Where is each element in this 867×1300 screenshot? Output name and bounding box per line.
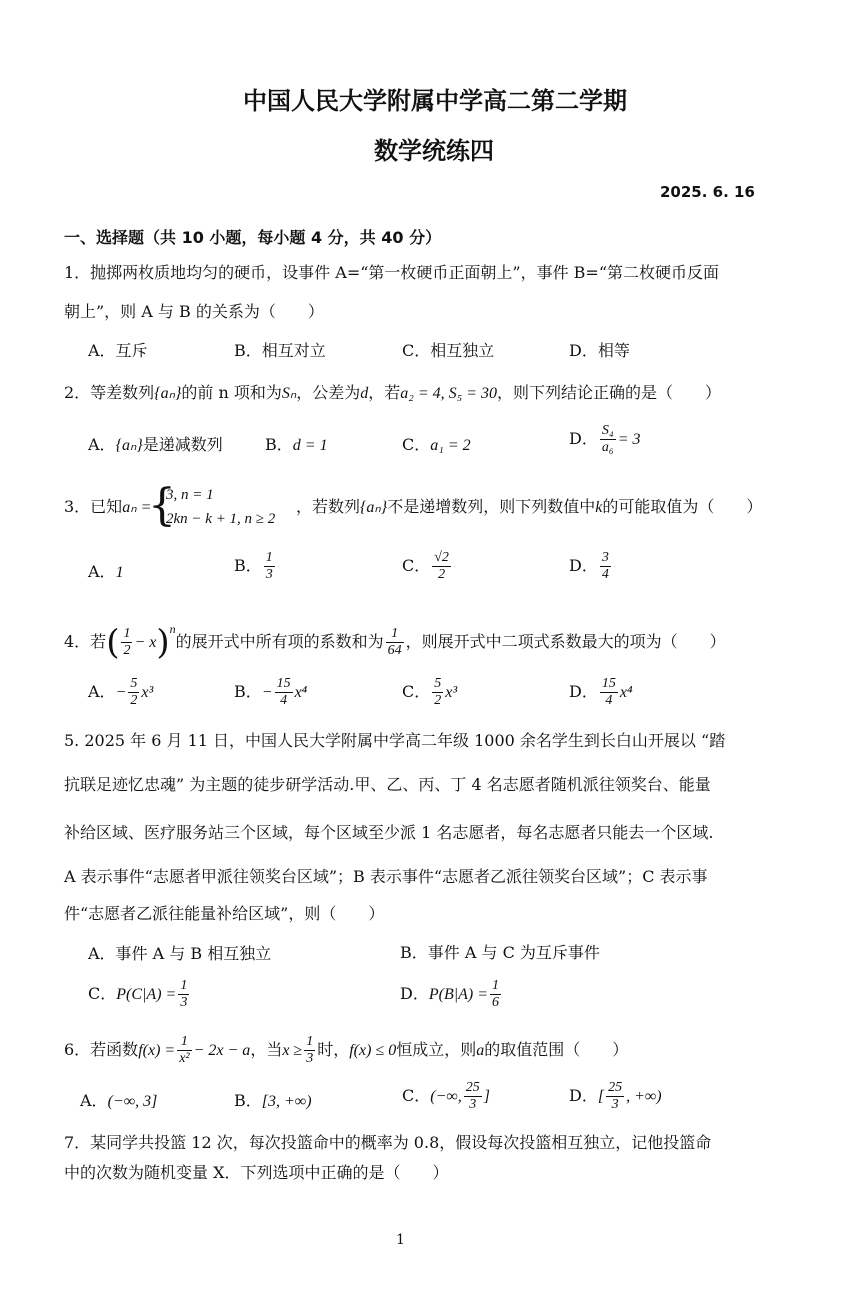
- q6-option-c-num: 25: [465, 1080, 480, 1095]
- q2-mid2: ，公差为: [296, 383, 361, 402]
- q5-option-d-expr: P(B|A) =: [428, 986, 489, 1003]
- page-title: 中国人民大学附属中学高二第二学期: [243, 87, 627, 115]
- q4-option-c-label: C．: [402, 682, 431, 701]
- q6-cond-den: 3: [306, 1051, 314, 1066]
- q2-option-d-eq: = 3: [617, 431, 641, 448]
- q5-option-d-den: 6: [492, 995, 500, 1010]
- q7-line1: 7．某同学共投篮 12 次，每次投篮命中的概率为 0.8，假设每次投篮相互独立，记他投篮命: [64, 1133, 712, 1152]
- q4-option-d-fraction: [600, 676, 618, 709]
- q2-option-a-seq: {aₙ}: [115, 437, 143, 454]
- q2-option-d-den: a₆: [601, 440, 614, 455]
- q1-option-b: B．相互对立: [234, 341, 326, 360]
- q4-option-a: [88, 676, 153, 709]
- q6-a: a: [476, 1042, 485, 1059]
- q4-option-a-den: 2: [130, 693, 138, 708]
- q2-seq: {aₙ}: [154, 385, 182, 402]
- q4-option-a-x: x³: [141, 684, 154, 701]
- q6-mid1: ，当: [250, 1040, 283, 1059]
- q6-option-a: [80, 1090, 157, 1113]
- q5-line5: 件“志愿者乙派往能量补给区域”，则（ ）: [64, 904, 385, 923]
- q3-seq: {aₙ}: [360, 499, 388, 516]
- q2-option-d-num: S₄: [601, 423, 614, 438]
- q3-case1: 3, n = 1: [166, 487, 214, 503]
- q3-option-c-num: √2: [434, 550, 449, 565]
- q4-base-den: 2: [123, 643, 131, 658]
- q2-sum: Sₙ: [281, 385, 297, 402]
- q4-option-c-fraction: [432, 676, 443, 709]
- q3-option-c-label: C．: [402, 556, 431, 575]
- q4-option-b-num: 15: [276, 676, 291, 691]
- q4-option-c-x: x³: [445, 684, 458, 701]
- q6-stem: [64, 1034, 628, 1067]
- q3-option-d-den: 4: [601, 567, 609, 582]
- q1-line1: 1．抛掷两枚质地均匀的硬币，设事件 A=“第一枚硬币正面朝上”，事件 B=“第二枚硬币反面: [64, 263, 720, 282]
- q2-option-b-value: d = 1: [292, 437, 328, 454]
- q3-option-b-num: 1: [265, 550, 273, 565]
- q1-option-d: D．相等: [569, 341, 630, 360]
- q6-option-c-pre: (−∞,: [430, 1088, 462, 1105]
- q2-d: d: [360, 385, 369, 402]
- q4-pre: 4．若: [64, 632, 107, 651]
- q5-option-c-num: 1: [180, 978, 188, 993]
- q6-option-c: [402, 1080, 490, 1113]
- q4-left-paren: (: [106, 622, 120, 663]
- page-subtitle: 数学统练四: [374, 137, 494, 165]
- q2-option-a: [88, 434, 223, 457]
- q6-ineq: f(x) ≤ 0: [349, 1042, 397, 1059]
- q4-option-c: [402, 676, 457, 709]
- q6-option-b-label: B．: [234, 1091, 262, 1110]
- q5-option-d-label: D．: [400, 984, 429, 1003]
- q6-fraction: [177, 1034, 191, 1067]
- q6-option-d-post: , +∞): [626, 1088, 662, 1105]
- q3-option-a-label: A．: [88, 562, 116, 581]
- q4-option-a-fraction: [128, 676, 139, 709]
- q5-option-a: A．事件 A 与 B 相互独立: [88, 944, 272, 963]
- q6-rest: − 2x − a: [193, 1042, 251, 1059]
- q4-option-b-den: 4: [280, 693, 288, 708]
- q4-base-num: 1: [123, 626, 131, 641]
- q2-option-b: [265, 434, 328, 457]
- q1-option-a: A．互斥: [88, 341, 148, 360]
- q2-option-b-label: B．: [265, 435, 293, 454]
- q6-option-b-value: [3, +∞): [261, 1093, 312, 1110]
- q4-option-d-label: D．: [569, 682, 598, 701]
- q2-mid1: 的前 n 项和为: [181, 383, 282, 402]
- q6-option-d-den: 3: [611, 1097, 619, 1112]
- q4-option-d-den: 4: [605, 693, 613, 708]
- q3-option-b-fraction: [264, 550, 275, 583]
- q6-den: x²: [179, 1051, 190, 1066]
- q4-sum-den: 64: [387, 643, 402, 658]
- q4-base-fraction: [121, 626, 132, 659]
- q5-line2: 抗联足迹忆忠魂” 为主题的徒步研学活动.甲、乙、丙、丁 4 名志愿者随机派往领奖台、能量: [64, 775, 711, 794]
- q6-num: 1: [177, 1034, 191, 1051]
- q6-post: 的取值范围（ ）: [484, 1040, 629, 1059]
- q3-option-b-label: B．: [234, 556, 262, 575]
- q3-case2: 2kn − k + 1, n ≥ 2: [166, 511, 276, 527]
- q1-option-c: C．相互独立: [402, 341, 495, 360]
- q5-line4: A 表示事件“志愿者甲派往领奖台区域”；B 表示事件“志愿者乙派往领奖台区域”；C 表示事: [64, 867, 708, 886]
- page-number: 1: [396, 1232, 405, 1248]
- q5-option-c: [88, 978, 191, 1011]
- q2-cond: a₂ = 4, S₅ = 30: [400, 385, 497, 402]
- q4-option-d-num: 15: [601, 676, 616, 691]
- q3-post: [296, 496, 762, 519]
- q6-option-d-label: D．: [569, 1086, 598, 1105]
- q5-option-c-fraction: [178, 978, 189, 1011]
- q4-option-b-sign: −: [261, 684, 273, 701]
- q5-option-c-label: C．: [88, 984, 117, 1003]
- q5-line1: 5. 2025 年 6 月 11 日，中国人民大学附属中学高二年级 1000 余名学生到长白山开展以 “踏: [64, 731, 726, 750]
- q4-option-d-x: x⁴: [619, 684, 633, 701]
- exam-date: 2025. 6. 16: [660, 183, 755, 201]
- q1-line2: 朝上”，则 A 与 B 的关系为（ ）: [64, 302, 324, 321]
- q2-option-c-label: C．: [402, 435, 431, 454]
- q5-option-d-fraction: [490, 978, 501, 1011]
- section-heading: 一、选择题（共 10 小题，每小题 4 分，共 40 分）: [64, 228, 442, 247]
- q4-option-b-label: B．: [234, 682, 262, 701]
- q3-pre-text: 3．已知: [64, 497, 123, 516]
- q6-cond: x ≥: [282, 1042, 303, 1059]
- q6-option-c-label: C．: [402, 1086, 431, 1105]
- q3-brace: {: [148, 480, 176, 531]
- q5-option-c-expr: P(C|A) =: [116, 986, 177, 1003]
- q6-option-a-label: A．: [80, 1091, 108, 1110]
- q7-line2: 中的次数为随机变量 X．下列选项中正确的是（ ）: [64, 1163, 449, 1182]
- q6-option-d-fraction: [606, 1080, 624, 1113]
- q4-mid: 的展开式中所有项的系数和为: [175, 632, 384, 651]
- q5-option-d-num: 1: [492, 978, 500, 993]
- q5-option-b: B．事件 A 与 C 为互斥事件: [400, 943, 600, 962]
- q2-option-d-label: D．: [569, 429, 598, 448]
- q6-pre: 6．若函数: [64, 1040, 139, 1059]
- q2-option-c-value: a₁ = 2: [430, 437, 471, 454]
- q6-mid2: 时，: [317, 1040, 350, 1059]
- q3-option-b-den: 3: [265, 567, 273, 582]
- q6-option-a-value: (−∞, 3]: [107, 1093, 158, 1110]
- q3-pre: [64, 496, 151, 519]
- q3-option-d-label: D．: [569, 556, 598, 575]
- q5-line3: 补给区域、医疗服务站三个区域，每个区域至少派 1 名志愿者，每名志愿者只能去一个区域.: [64, 823, 714, 842]
- q6-option-c-post: ]: [483, 1088, 491, 1105]
- q4-option-a-label: A．: [88, 682, 116, 701]
- q2-option-a-text: 是递减数列: [142, 435, 223, 454]
- q5-option-d: [400, 978, 503, 1011]
- q4-option-d: [569, 676, 633, 709]
- q4-sum-num: 1: [386, 626, 404, 643]
- q3-option-c: [402, 550, 453, 583]
- q3-post-b: 不是递增数列，则下列数值中: [387, 497, 596, 516]
- q4-option-a-num: 5: [130, 676, 138, 691]
- q2-post: ，则下列结论正确的是（ ）: [496, 383, 721, 402]
- q6-cond-num: 1: [306, 1034, 314, 1049]
- q6-mid3: 恒成立，则: [396, 1040, 477, 1059]
- q4-exponent: n: [169, 622, 176, 636]
- q3-post-a: ，若数列: [296, 497, 361, 516]
- q4-base-rest: − x: [134, 634, 157, 651]
- q3-option-d: [569, 550, 613, 583]
- q4-option-c-den: 2: [434, 693, 442, 708]
- q3-k: k: [595, 499, 603, 516]
- q4-option-b: [234, 676, 307, 709]
- q3-option-d-fraction: [600, 550, 611, 583]
- q2-pre: 2．等差数列: [64, 383, 155, 402]
- q3-option-a-value: 1: [115, 564, 124, 581]
- q4-option-b-x: x⁴: [294, 684, 308, 701]
- q3-option-d-num: 3: [601, 550, 609, 565]
- q4-stem: [64, 618, 726, 663]
- q2-stem: [64, 382, 721, 405]
- q6-option-c-fraction: [464, 1080, 482, 1113]
- q2-option-d: [569, 423, 641, 456]
- q3-option-b: [234, 550, 277, 583]
- q5-option-c-den: 3: [180, 995, 188, 1010]
- q6-cond-fraction: [304, 1034, 315, 1067]
- q2-option-c: [402, 434, 471, 457]
- q4-option-a-sign: −: [115, 684, 127, 701]
- q6-option-c-den: 3: [469, 1097, 477, 1112]
- q2-option-a-label: A．: [88, 435, 116, 454]
- q3-option-c-fraction: [432, 550, 451, 583]
- q6-fx: f(x) =: [138, 1042, 176, 1059]
- q4-option-b-fraction: [275, 676, 293, 709]
- q4-post: ，则展开式中二项式系数最大的项为（ ）: [405, 632, 726, 651]
- q4-option-c-num: 5: [434, 676, 442, 691]
- q3-post-c: 的可能取值为（ ）: [602, 497, 763, 516]
- q3-an: aₙ =: [122, 499, 152, 516]
- q4-sum-fraction: [386, 626, 404, 659]
- q6-option-d: [569, 1080, 662, 1113]
- q4-right-paren: ): [156, 622, 170, 663]
- q6-option-d-num: 25: [608, 1080, 623, 1095]
- q3-option-a: [88, 561, 124, 584]
- q2-mid3: ，若: [368, 383, 401, 402]
- q3-option-c-den: 2: [438, 567, 446, 582]
- q6-option-b: [234, 1090, 312, 1113]
- q2-option-d-fraction: [600, 423, 616, 456]
- q6-option-d-pre: [: [597, 1088, 605, 1105]
